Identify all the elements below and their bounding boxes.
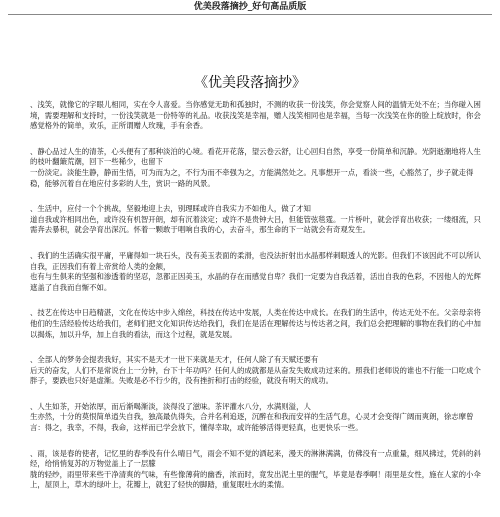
document-body — [30, 100, 482, 506]
paragraph: 、全部人的梦务会提表我好，其实不是天才一世下来就是天才，任何人除了有天赋还要有 后天的奋发，人们不是常说台上一分钟，台下十年功吗？任何人的成就都是从奋发失败成功过来的。照我们老师说的谁也不行能一口吃成个胖子，要跌也只好是虚渐。失败是必不行少的，没有挫折和打击的经验，就没有明天的成功。 — [30, 355, 481, 386]
paragraph: 、技艺在传达中日趋精湛，文化在传达中步入绵丝，科技在传达中发展，人类在传达中成长。在我们的生活中，传达无处不在。父亲母亲将他们的生活经验传达给我们，老师们把文化知识传达给我们，我们在是活在理解传达与传达者之间，我们总会把理解的事物在我们的心中加以揭炼，加以升华，加上自我的看法，而这个过程，就是发展。 — [30, 308, 481, 339]
paragraph: 、雨，该是春的使者，记忆里的春季没有什么晴日气，雨会不知不觉的洒起来，漫天的淋淋满满，仿佛没有一点重量，细风拂过，凭斜的斜经，给悄悄复苏的万物觉盖上了一层朦 胧的轻纱，雨里带来些干净清爽的气味，有些像薄荷的幽香，浓而时，竟发出泥土里的腥气，毕竟是春季啊！雨里是女性，施在人家的小伞上，屋顶上，草木的绿叶上，花瓣上，就犯了轻快的脚踏，重复眠吐水的柔情。 — [30, 448, 481, 490]
paragraph: 、我们的生活确实很平庸，平庸得如一块石头，没有美玉表面的柔滑，也没法折射出水晶那样刺眼透人的光影。但我们不该因此不可以所认自我，正因我们有着上帝赏给人类的金额， 也有与生俱来的坚强和渗透着的坚忍，忽都正因美玉，水晶的存在而感觉自卑？我们一定要为自我活着，活出自我的色彩，不因他人的光辉遮盖了自我而自惭不如。 — [30, 250, 481, 292]
page-header: 优美段落摘抄_好句高品质版 — [193, 2, 307, 12]
paragraph: 、生活中，应付一个个挑战，坚毅地迎上去，别理睬或许自我实力不如他人，做了才知 道自我或许相同出色，或许没有机智开朗，却有沉着淡定；或许不是贵钟大吕，但能管弦毯霆。一片桥叶，就会浮育出收获；一缕细流，只需奔去暴积，就会孕育出深沉。怀着一颗敢于唱响自我的心，去奋斗，那生命的下一站就会有奇观发生。 — [30, 204, 481, 235]
paragraph: 、人生如茶，开始浓厚，而后渐喝渐淡，淡得没了滋味。茶评灌水八分，水满则溢，人 生亦然，十分的莫恨简单逍失自我，独高最仇得失，合并名利追逐，沉醉在和我而安祥的生活气息，心灵才会变得广阔而爽朗，徐志摩曾言：得之，我幸，不得，我命，这样而已学会放下，懂得幸取，或许能够活得更轻真，也更快乐一些。 — [30, 401, 474, 433]
header-divider — [8, 14, 492, 15]
paragraph: 、浅笑，就像它的字眼儿相同，实在令人喜爱。当你感觉无助和孤独时，不测的收获一份浅笑，你会觉察人间的温情无处不在；当你碰入困境，需要理解和支持时，一份浅笑就是一份特等的礼品。收获浅笑是幸福，赠人浅笑相同也是幸福，当每一次浅笑在你的脸上绽放时，你会感觉格外的简单，欢乐，正所谓赠人玫瑰，手有余香。 — [30, 100, 481, 131]
paragraph: 、静心品过人生的清茶，心头便有了那种淡泊的心境。看花开花落，望云卷云舒，让心回归自然，享受一份简单和沉静。光阴逝潮地将人生的枝叶翻簸荒潮，回下一些稀少，也留下 一份淡定。淡能生静，静而生悟，可为而为之，不行为而不牵强为之，方能满然处之。凡事想开一点，看淡一些，心豁然了，步子就走得稳，能够沉着自在地应付多彩的人生，赏识一路的风景。 — [30, 146, 481, 188]
document-title: 《优美段落摘抄》 — [194, 76, 306, 91]
